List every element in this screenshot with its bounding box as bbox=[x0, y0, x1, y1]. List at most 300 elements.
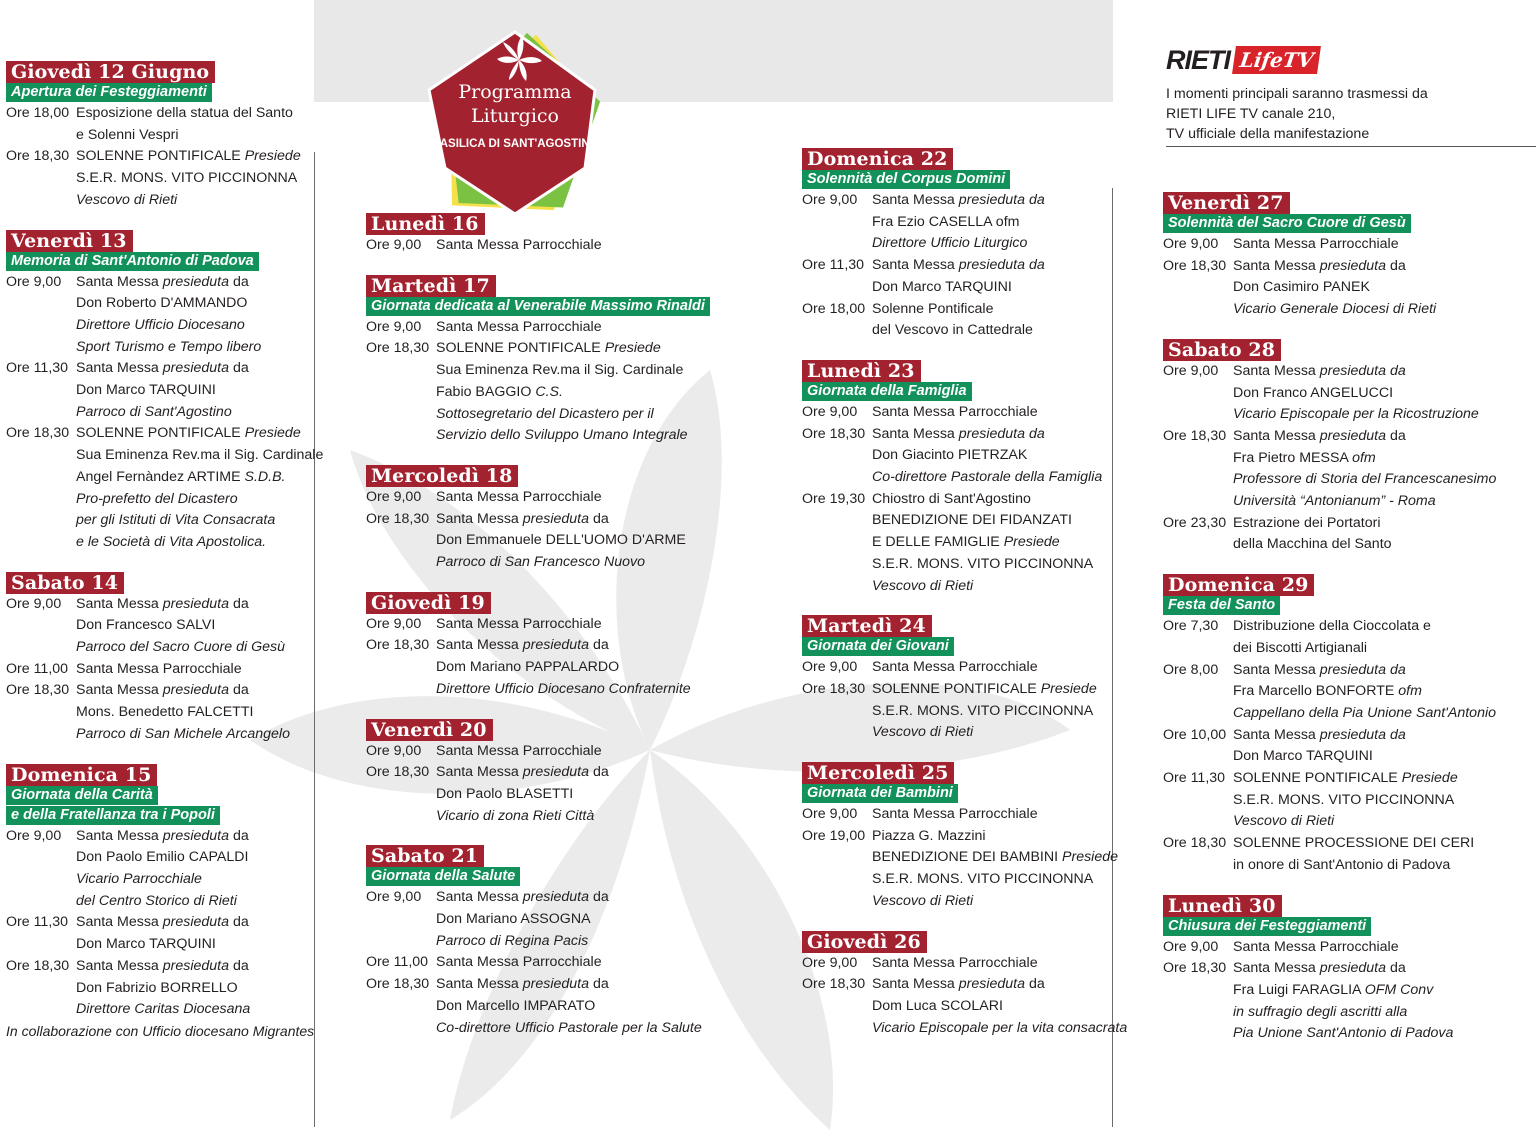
event-text: Santa Messa bbox=[436, 637, 523, 654]
event-text-italic: Sottosegretario del Dicastero per il bbox=[436, 405, 654, 422]
day-block bbox=[6, 572, 323, 746]
event-text: Estrazione dei Portatori bbox=[1233, 514, 1381, 531]
event-line bbox=[76, 724, 290, 746]
event-line bbox=[436, 360, 688, 382]
event-line bbox=[436, 784, 609, 806]
event-text-italic: Sport Turismo e Tempo libero bbox=[76, 338, 262, 355]
event-text: Santa Messa bbox=[1233, 257, 1320, 274]
event-line bbox=[436, 635, 691, 657]
event-text: da bbox=[229, 682, 249, 699]
event-line bbox=[436, 741, 602, 763]
event-text: da bbox=[229, 595, 249, 612]
event-time: Ore 9,00 bbox=[802, 954, 858, 971]
event-time: Ore 11,30 bbox=[6, 360, 69, 377]
day-block bbox=[802, 148, 1127, 342]
event-text-italic: presieduta da bbox=[958, 425, 1045, 442]
event-line bbox=[436, 552, 686, 574]
day-heading: Venerdì 27 bbox=[1163, 192, 1290, 214]
event-line bbox=[872, 190, 1045, 212]
event-text-italic: Parroco del Sacro Cuore di Gesù bbox=[76, 639, 285, 656]
event-details bbox=[76, 146, 301, 211]
event-text: Don Roberto D'AMMANDO bbox=[76, 295, 248, 312]
event-line bbox=[872, 953, 1038, 975]
event-text: SOLENNE PONTIFICALE bbox=[1233, 770, 1402, 787]
event-text: Santa Messa Parrocchiale bbox=[872, 659, 1038, 676]
event-text-italic: Vicario Episcopale per la vita consacrata bbox=[872, 1019, 1128, 1036]
event-text: Don Marcello IMPARATO bbox=[436, 997, 596, 1014]
event-text: Don Fabrizio BORRELLO bbox=[76, 979, 238, 996]
event-line bbox=[76, 190, 301, 212]
event-row bbox=[1163, 616, 1496, 659]
event-time: Ore 18,30 bbox=[366, 510, 430, 527]
event-line bbox=[436, 657, 691, 679]
event-line bbox=[436, 338, 688, 360]
event-text-italic: Presiede bbox=[604, 340, 661, 357]
event-line bbox=[76, 380, 249, 402]
event-text-italic: Parroco di Regina Pacis bbox=[436, 932, 589, 949]
event-row bbox=[6, 956, 323, 1021]
event-row bbox=[366, 509, 710, 574]
event-text-italic: presieduta bbox=[162, 827, 230, 844]
event-line bbox=[1233, 703, 1496, 725]
event-text-italic: presieduta bbox=[162, 914, 230, 931]
day-heading: Lunedì 16 bbox=[366, 213, 485, 235]
event-text-italic: OFM Conv bbox=[1364, 981, 1434, 998]
event-line bbox=[76, 402, 249, 424]
event-row bbox=[366, 235, 710, 257]
event-text: Santa Messa Parrocchiale bbox=[1233, 236, 1399, 252]
event-text: SOLENNE PONTIFICALE bbox=[872, 680, 1041, 697]
event-details bbox=[1233, 426, 1496, 513]
event-text: BENEDIZIONE DEI FIDANZATI bbox=[872, 512, 1072, 529]
event-text: Santa Messa Parrocchiale bbox=[76, 660, 242, 677]
event-row bbox=[802, 424, 1127, 489]
event-text-italic: del Centro Storico di Rieti bbox=[76, 892, 237, 909]
event-text: Solenne Pontificale bbox=[872, 300, 994, 317]
event-row bbox=[6, 680, 323, 745]
event-text-italic: presieduta bbox=[162, 595, 230, 612]
event-time: Ore 18,30 bbox=[802, 425, 866, 442]
event-row bbox=[1163, 256, 1496, 321]
event-details bbox=[436, 614, 602, 636]
event-details bbox=[76, 272, 261, 359]
event-line bbox=[872, 804, 1038, 826]
event-time: Ore 18,30 bbox=[1163, 960, 1227, 977]
event-text: Santa Messa bbox=[76, 827, 163, 844]
event-text-italic: Vescovo di Rieti bbox=[1233, 813, 1335, 830]
event-text: Santa Messa bbox=[1233, 960, 1320, 977]
event-row bbox=[1163, 937, 1496, 959]
event-text: Santa Messa bbox=[1233, 427, 1320, 444]
event-time: Ore 18,30 bbox=[1163, 257, 1227, 274]
event-text: da bbox=[589, 976, 609, 993]
event-time: Ore 18,30 bbox=[366, 340, 430, 357]
event-details bbox=[872, 953, 1038, 975]
event-line bbox=[76, 999, 250, 1021]
event-text: Don Francesco SALVI bbox=[76, 617, 216, 634]
event-text-italic: ofm bbox=[1398, 683, 1422, 700]
event-details bbox=[1233, 660, 1496, 725]
logo-title: Programma Liturgico bbox=[458, 81, 572, 127]
event-text: Santa Messa Parrocchiale bbox=[436, 318, 602, 335]
event-line bbox=[872, 467, 1102, 489]
day-heading: Giovedì 12 Giugno bbox=[6, 61, 215, 83]
day-theme: Giornata dedicata al Venerabile Massimo Rinaldi bbox=[366, 297, 710, 316]
event-text: Don Marco TARQUINI bbox=[1233, 748, 1373, 765]
event-text: Santa Messa bbox=[76, 957, 163, 974]
event-details bbox=[436, 887, 609, 952]
day-heading: Domenica 22 bbox=[802, 148, 953, 170]
event-line bbox=[1233, 980, 1453, 1002]
event-line bbox=[76, 594, 285, 616]
event-details bbox=[1233, 256, 1436, 321]
event-text-italic: C.S. bbox=[535, 383, 563, 400]
event-text: Angel Fernàndez ARTIME bbox=[76, 468, 245, 485]
event-text: Santa Messa bbox=[436, 976, 523, 993]
event-details bbox=[436, 509, 686, 574]
event-text-italic: Vescovo di Rieti bbox=[76, 191, 178, 208]
day-heading: Domenica 15 bbox=[6, 764, 157, 786]
programma-liturgico-logo bbox=[415, 18, 615, 218]
event-line bbox=[436, 614, 602, 636]
event-time: Ore 18,30 bbox=[366, 764, 430, 781]
event-details bbox=[872, 424, 1102, 489]
event-details bbox=[1233, 833, 1474, 876]
event-text-italic: Direttore Caritas Diocesana bbox=[76, 1001, 251, 1018]
event-time: Ore 11,00 bbox=[6, 660, 69, 677]
event-text: Dom Luca SCOLARI bbox=[872, 997, 1003, 1014]
event-details bbox=[1233, 616, 1431, 659]
event-text: Santa Messa Parrocchiale bbox=[872, 806, 1038, 823]
event-text: S.E.R. MONS. VITO PICCINONNA bbox=[872, 702, 1094, 719]
event-time: Ore 18,30 bbox=[6, 682, 70, 699]
event-text: S.E.R. MONS. VITO PICCINONNA bbox=[1233, 791, 1455, 808]
day-block bbox=[6, 61, 323, 212]
event-text: Piazza G. Mazzini bbox=[872, 827, 986, 844]
event-line bbox=[872, 554, 1093, 576]
event-text: Esposizione della statua del Santo bbox=[76, 105, 293, 121]
day-heading: Sabato 21 bbox=[366, 845, 484, 867]
event-row bbox=[366, 741, 710, 763]
event-row bbox=[1163, 660, 1496, 725]
event-details bbox=[872, 255, 1045, 298]
event-text: da bbox=[589, 889, 609, 906]
event-line bbox=[76, 934, 249, 956]
event-details bbox=[1233, 513, 1392, 556]
event-details bbox=[436, 338, 688, 447]
event-text-italic: presieduta bbox=[522, 764, 590, 781]
event-line bbox=[1233, 660, 1496, 682]
event-row bbox=[802, 255, 1127, 298]
event-line bbox=[436, 887, 609, 909]
day-heading: Giovedì 26 bbox=[802, 931, 927, 953]
event-line bbox=[1233, 234, 1399, 256]
event-line bbox=[1233, 1002, 1453, 1024]
event-text: Don Paolo BLASETTI bbox=[436, 785, 574, 802]
event-text: Santa Messa bbox=[1233, 362, 1320, 379]
event-details bbox=[436, 762, 609, 827]
day-heading: Lunedì 23 bbox=[802, 360, 921, 382]
event-row bbox=[1163, 768, 1496, 833]
event-line bbox=[436, 382, 688, 404]
event-time: Ore 7,30 bbox=[1163, 618, 1219, 635]
event-row bbox=[366, 974, 710, 1039]
schedule-column-4 bbox=[1163, 192, 1496, 1063]
event-time: Ore 18,30 bbox=[6, 425, 70, 442]
day-theme: Memoria di Sant'Antonio di Padova bbox=[6, 252, 259, 271]
event-line bbox=[1233, 811, 1458, 833]
day-block bbox=[6, 230, 323, 554]
event-line bbox=[1233, 638, 1431, 660]
event-row bbox=[366, 317, 710, 339]
event-line bbox=[436, 404, 688, 426]
event-line bbox=[76, 978, 250, 1000]
event-details bbox=[76, 103, 293, 146]
event-line bbox=[1233, 491, 1496, 513]
day-heading: Sabato 14 bbox=[6, 572, 124, 594]
event-line bbox=[76, 125, 293, 147]
event-line bbox=[436, 909, 609, 931]
event-details bbox=[872, 402, 1038, 424]
day-block bbox=[366, 465, 710, 574]
tv-info bbox=[1166, 84, 1428, 144]
event-line bbox=[76, 891, 249, 913]
event-time: Ore 19,00 bbox=[802, 827, 866, 844]
event-text: Don Marco TARQUINI bbox=[76, 936, 216, 953]
event-line bbox=[872, 826, 1118, 848]
event-line bbox=[436, 806, 609, 828]
event-text: Santa Messa Parrocchiale bbox=[436, 237, 602, 253]
event-line bbox=[76, 168, 301, 190]
event-line bbox=[1233, 681, 1496, 703]
event-line bbox=[872, 299, 1033, 321]
event-text-italic: Professore di Storia del Francescanesimo bbox=[1233, 471, 1497, 488]
event-row bbox=[6, 146, 323, 211]
event-time: Ore 18,00 bbox=[6, 105, 70, 121]
event-line bbox=[76, 847, 249, 869]
event-text-italic: Vicario Parrocchiale bbox=[76, 870, 202, 887]
day-theme: Giornata della Salute bbox=[366, 867, 520, 886]
event-time: Ore 9,00 bbox=[6, 273, 62, 290]
event-text-italic: Direttore Ufficio Diocesano Confraternite bbox=[436, 680, 691, 697]
event-text: S.E.R. MONS. VITO PICCINONNA bbox=[872, 555, 1094, 572]
event-text: Fra Pietro MESSA bbox=[1233, 449, 1353, 466]
event-text: Chiostro di Sant'Agostino bbox=[872, 490, 1031, 507]
event-line bbox=[1233, 616, 1431, 638]
event-details bbox=[436, 974, 702, 1039]
event-text: da bbox=[589, 764, 609, 781]
event-details bbox=[872, 489, 1093, 598]
event-text: Santa Messa Parrocchiale bbox=[436, 742, 602, 759]
day-block bbox=[802, 360, 1127, 597]
event-text: Santa Messa bbox=[76, 682, 163, 699]
event-row bbox=[6, 358, 323, 423]
event-text-italic: Cappellano della Pia Unione Sant'Antonio bbox=[1233, 704, 1497, 721]
event-line bbox=[872, 679, 1097, 701]
event-text: Santa Messa Parrocchiale bbox=[436, 615, 602, 632]
event-line bbox=[872, 974, 1127, 996]
event-line bbox=[76, 423, 323, 445]
event-time: Ore 18,30 bbox=[366, 976, 430, 993]
event-line bbox=[872, 869, 1118, 891]
event-line bbox=[1233, 746, 1406, 768]
event-text: da bbox=[229, 273, 249, 290]
event-text-italic: Presiede bbox=[244, 425, 301, 442]
event-text-italic: presieduta bbox=[162, 360, 230, 377]
event-line bbox=[436, 235, 602, 257]
event-row bbox=[802, 953, 1127, 975]
event-text: Santa Messa Parrocchiale bbox=[1233, 938, 1399, 955]
event-line bbox=[76, 146, 301, 168]
event-text: Santa Messa bbox=[1233, 726, 1320, 743]
event-line bbox=[76, 445, 323, 467]
event-text: da bbox=[229, 827, 249, 844]
event-row bbox=[366, 762, 710, 827]
event-line bbox=[76, 680, 290, 702]
event-line bbox=[1233, 958, 1453, 980]
event-text: Santa Messa Parrocchiale bbox=[436, 954, 602, 971]
event-text-italic: presieduta bbox=[162, 682, 230, 699]
event-line bbox=[1233, 256, 1436, 278]
day-heading: Domenica 29 bbox=[1163, 574, 1314, 596]
event-text: Don Casimiro PANEK bbox=[1233, 279, 1370, 296]
event-time: Ore 9,00 bbox=[366, 488, 422, 505]
event-details bbox=[436, 235, 602, 257]
event-time: Ore 11,30 bbox=[802, 257, 865, 274]
event-time: Ore 9,00 bbox=[366, 615, 422, 632]
event-line bbox=[1233, 361, 1479, 383]
event-text-italic: Parroco di Sant'Agostino bbox=[76, 403, 232, 420]
event-text: Don Marco TARQUINI bbox=[872, 278, 1012, 295]
event-line bbox=[872, 233, 1045, 255]
event-time: Ore 9,00 bbox=[802, 806, 858, 823]
event-row bbox=[6, 272, 323, 359]
event-row bbox=[1163, 234, 1496, 256]
event-line bbox=[1233, 404, 1479, 426]
event-row bbox=[366, 614, 710, 636]
event-text-italic: Co-direttore Pastorale della Famiglia bbox=[872, 469, 1103, 486]
event-text-italic: presieduta bbox=[522, 637, 590, 654]
day-block bbox=[366, 213, 710, 257]
event-time: Ore 9,00 bbox=[802, 403, 858, 420]
event-line bbox=[1233, 277, 1436, 299]
event-row bbox=[802, 679, 1127, 744]
event-line bbox=[436, 487, 602, 509]
event-text: Santa Messa bbox=[76, 914, 163, 931]
event-text: da bbox=[229, 957, 249, 974]
event-details bbox=[76, 680, 290, 745]
event-line bbox=[76, 869, 249, 891]
event-line bbox=[872, 847, 1118, 869]
event-time: Ore 9,00 bbox=[1163, 236, 1219, 252]
event-line bbox=[872, 402, 1038, 424]
event-text: Don Mariano ASSOGNA bbox=[436, 911, 591, 928]
event-text: da bbox=[1386, 427, 1406, 444]
event-text-italic: Vescovo di Rieti bbox=[872, 577, 974, 594]
event-details bbox=[872, 299, 1033, 342]
event-text: da bbox=[1025, 976, 1045, 993]
event-time: Ore 10,00 bbox=[1163, 726, 1227, 743]
logo-subtitle: BASILICA DI SANT'AGOSTINO bbox=[431, 138, 599, 150]
day-theme: Festa del Santo bbox=[1163, 596, 1280, 615]
event-text-italic: S.D.B. bbox=[244, 468, 286, 485]
day-heading: Mercoledì 18 bbox=[366, 465, 518, 487]
event-line bbox=[1233, 448, 1496, 470]
event-line bbox=[76, 489, 323, 511]
event-row bbox=[1163, 513, 1496, 556]
schedule-column-2 bbox=[366, 213, 710, 1057]
event-line bbox=[436, 530, 686, 552]
event-row bbox=[6, 912, 323, 955]
event-line bbox=[436, 996, 702, 1018]
event-text-italic: presieduta bbox=[522, 889, 590, 906]
event-text: Santa Messa bbox=[436, 889, 523, 906]
event-time: Ore 9,00 bbox=[1163, 362, 1219, 379]
event-text: da bbox=[1386, 960, 1406, 977]
event-text-italic: Presiede bbox=[1401, 770, 1458, 787]
event-row bbox=[366, 952, 710, 974]
event-text: Santa Messa bbox=[436, 510, 523, 527]
day-heading: Venerdì 20 bbox=[366, 719, 493, 741]
event-text-italic: presieduta bbox=[522, 976, 590, 993]
day-heading: Mercoledì 25 bbox=[802, 762, 954, 784]
tv-divider bbox=[1166, 146, 1536, 147]
day-block bbox=[1163, 574, 1496, 876]
event-line bbox=[76, 293, 261, 315]
event-time: Ore 9,00 bbox=[802, 192, 858, 208]
event-details bbox=[872, 826, 1118, 913]
event-time: Ore 9,00 bbox=[6, 595, 62, 612]
event-text: Santa Messa bbox=[872, 976, 959, 993]
event-details bbox=[1233, 234, 1399, 256]
event-row bbox=[1163, 426, 1496, 513]
event-time: Ore 11,00 bbox=[366, 954, 429, 971]
event-text-italic: Vescovo di Rieti bbox=[872, 724, 974, 741]
event-line bbox=[436, 762, 609, 784]
event-row bbox=[6, 103, 323, 146]
event-time: Ore 18,30 bbox=[1163, 427, 1227, 444]
event-text-italic: Pia Unione Sant'Antonio di Padova bbox=[1233, 1025, 1454, 1042]
event-line bbox=[436, 317, 602, 339]
event-text: da bbox=[229, 360, 249, 377]
event-details bbox=[1233, 958, 1453, 1045]
event-text: Fra Luigi FARAGLIA bbox=[1233, 981, 1365, 998]
event-line bbox=[872, 445, 1102, 467]
event-line bbox=[872, 424, 1102, 446]
event-time: Ore 9,00 bbox=[802, 659, 858, 676]
event-text-italic: Parroco di San Francesco Nuovo bbox=[436, 554, 645, 571]
event-text: del Vescovo in Cattedrale bbox=[872, 322, 1033, 339]
event-text-italic: Università “Antonianum” - Roma bbox=[1233, 493, 1436, 510]
event-text: SOLENNE PONTIFICALE bbox=[76, 425, 245, 442]
event-line bbox=[1233, 725, 1406, 747]
event-row bbox=[6, 826, 323, 913]
event-text: da bbox=[589, 637, 609, 654]
day-theme: Giornata della Carità bbox=[6, 786, 158, 805]
day-theme: e della Fratellanza tra i Popoli bbox=[6, 806, 220, 825]
event-line bbox=[872, 576, 1093, 598]
event-line bbox=[872, 701, 1097, 723]
event-text-italic: presieduta da bbox=[958, 192, 1045, 208]
day-theme: Solennità del Sacro Cuore di Gesù bbox=[1163, 214, 1411, 233]
event-text: SOLENNE PONTIFICALE bbox=[436, 340, 605, 357]
event-text: da bbox=[1386, 257, 1406, 274]
day-theme: Chiusura dei Festeggiamenti bbox=[1163, 917, 1371, 936]
event-text-italic: e le Società di Vita Apostolica. bbox=[76, 533, 267, 550]
event-details bbox=[436, 487, 602, 509]
event-text-italic: Vicario di zona Rieti Città bbox=[436, 807, 595, 824]
event-text: Fabio BAGGIO bbox=[436, 383, 536, 400]
